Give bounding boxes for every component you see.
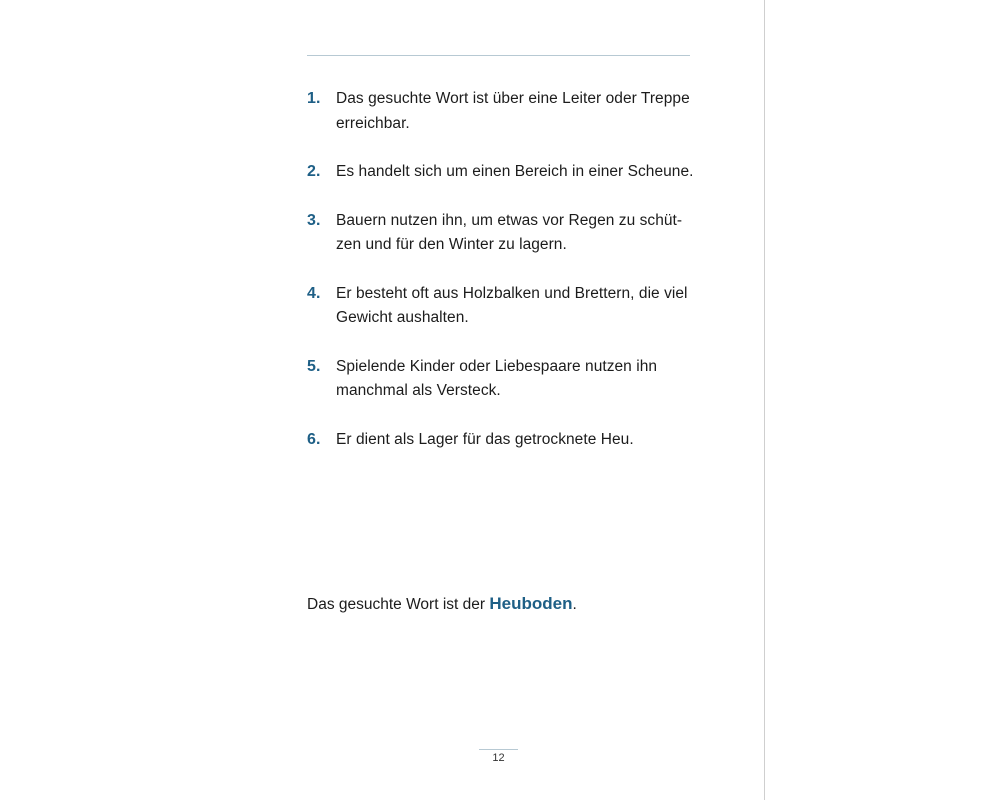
right-margin xyxy=(765,0,1000,800)
clue-item-2 xyxy=(307,160,707,185)
answer-sentence xyxy=(307,592,577,617)
answer-prefix: Das gesuchte Wort ist der xyxy=(307,595,490,613)
clue-number: 3. xyxy=(307,211,321,229)
top-divider xyxy=(307,55,690,56)
clue-text: Bauern nutzen ihn, um etwas vor Regen zu schützen und für den Winter zu lagern. xyxy=(336,211,683,253)
clue-number: 4. xyxy=(307,284,321,302)
clue-text: Er dient als Lager für das getrocknete Heu. xyxy=(336,430,634,448)
footer-divider xyxy=(479,749,518,750)
clue-item-6 xyxy=(307,428,707,453)
clue-text: Spielende Kinder oder Liebespaare nutzen ihn manchmal als Versteck. xyxy=(336,357,658,399)
answer-suffix: . xyxy=(572,595,577,613)
answer-word: Heuboden xyxy=(489,593,573,613)
clue-list xyxy=(307,87,707,476)
clue-item-1 xyxy=(307,87,707,136)
clue-text: Das gesuchte Wort ist über eine Leiter oder Treppe erreichbar. xyxy=(336,90,690,132)
clue-item-3 xyxy=(307,209,707,258)
clue-text: Es handelt sich um einen Bereich in einer Scheune. xyxy=(336,163,694,180)
clue-item-5 xyxy=(307,355,707,404)
clue-number: 2. xyxy=(307,163,321,180)
clue-number: 5. xyxy=(307,357,321,375)
clue-number: 6. xyxy=(307,430,321,448)
page-number: 12 xyxy=(492,752,505,764)
clue-item-4 xyxy=(307,282,707,331)
clue-number: 1. xyxy=(307,90,321,107)
clue-text: Er besteht oft aus Holzbalken und Brettern, die viel Gewicht aushalten. xyxy=(336,284,688,326)
